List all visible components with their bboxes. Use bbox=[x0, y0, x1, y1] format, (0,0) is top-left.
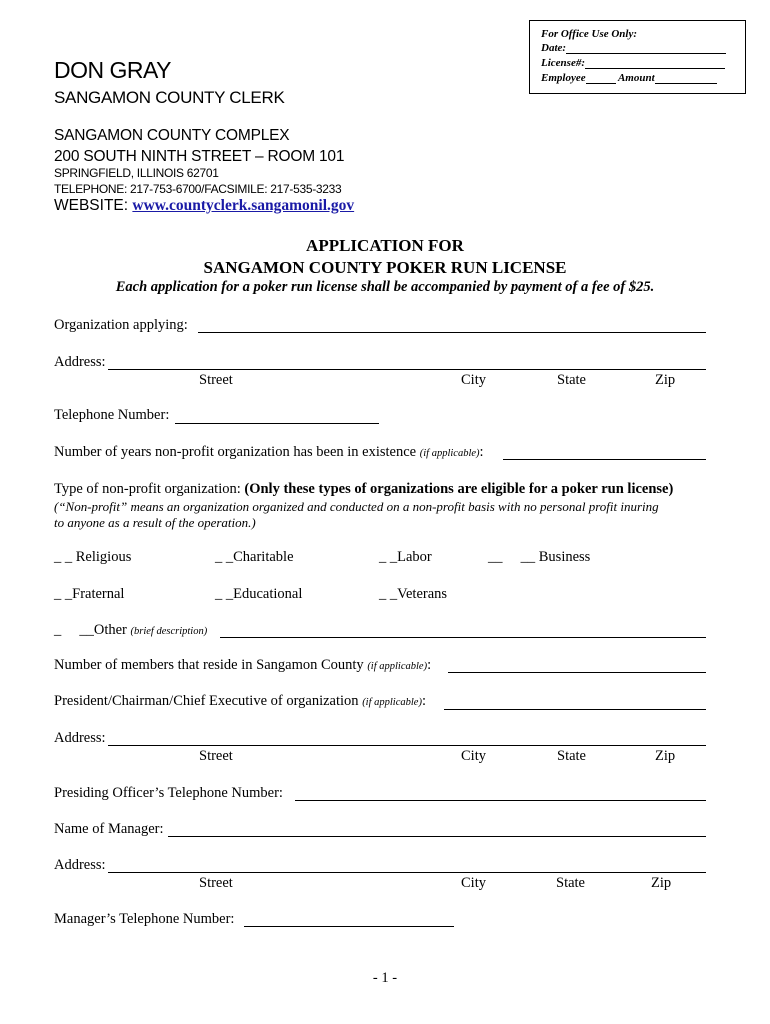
org-address-input[interactable] bbox=[108, 369, 706, 370]
educational-label: _Educational bbox=[225, 586, 303, 602]
president-street-caption: Street bbox=[199, 748, 233, 764]
other-checkbox[interactable]: _ __Other (brief description) bbox=[54, 622, 208, 638]
org-input[interactable] bbox=[198, 332, 706, 333]
office-use-title: For Office Use Only: bbox=[541, 28, 638, 40]
street-address: 200 SOUTH NINTH STREET – ROOM 101 bbox=[54, 148, 345, 165]
office-date-row bbox=[541, 42, 726, 54]
office-amount-label: Amount bbox=[617, 72, 655, 84]
org-phone-input[interactable] bbox=[175, 423, 379, 424]
manager-zip-caption: Zip bbox=[651, 875, 672, 891]
manager-address-label: Address: bbox=[54, 857, 106, 873]
office-date-label: Date: bbox=[541, 42, 567, 54]
office-employee-row bbox=[541, 72, 717, 84]
years-label: Number of years non-profit organization has been in existence bbox=[54, 444, 417, 460]
org-label: Organization applying: bbox=[54, 317, 188, 333]
office-amount-field[interactable] bbox=[655, 74, 717, 84]
president-city-caption: City bbox=[461, 748, 486, 764]
manager-label: Name of Manager: bbox=[54, 821, 164, 837]
org-address-label: Address: bbox=[54, 354, 106, 370]
office-employee-field[interactable] bbox=[586, 74, 616, 84]
religious-checkbox[interactable]: _ _ Religious bbox=[54, 549, 132, 565]
org-city-caption: City bbox=[461, 372, 486, 388]
veterans-label: _Veterans bbox=[389, 586, 448, 602]
members-row: Number of members that reside in Sangamon County (if applicable): bbox=[54, 657, 432, 673]
city-state-zip: SPRINGFIELD, ILLINOIS 62701 bbox=[54, 166, 219, 180]
manager-address-input[interactable] bbox=[108, 872, 706, 873]
manager-input[interactable] bbox=[168, 836, 706, 837]
religious-label: _ Religious bbox=[64, 549, 132, 565]
president-label: President/Chairman/Chief Executive of organization bbox=[54, 693, 359, 709]
president-row: President/Chairman/Chief Executive of organization (if applicable): bbox=[54, 693, 426, 709]
org-street-caption: Street bbox=[199, 372, 233, 388]
fee-note: Each application for a poker run license shall be accompanied by payment of a fee of $25. bbox=[115, 279, 655, 295]
veterans-checkbox[interactable]: _ _Veterans bbox=[379, 586, 448, 602]
president-hint: (if applicable) bbox=[362, 697, 422, 708]
educational-checkbox[interactable]: _ _Educational bbox=[215, 586, 303, 602]
manager-state-caption: State bbox=[556, 875, 585, 891]
type-row bbox=[54, 481, 673, 498]
form-title-line2: SANGAMON COUNTY POKER RUN LICENSE bbox=[203, 258, 567, 277]
charitable-label: _Charitable bbox=[225, 549, 294, 565]
type-eligibility: (Only these types of organizations are eligible for a poker run license) bbox=[244, 481, 674, 497]
manager-city-caption: City bbox=[461, 875, 486, 891]
other-label: Other bbox=[93, 622, 127, 638]
website-link[interactable]: www.countyclerk.sangamonil.gov bbox=[132, 197, 355, 214]
clerk-name: DON GRAY bbox=[54, 57, 171, 83]
president-zip-caption: Zip bbox=[655, 748, 676, 764]
president-address-input[interactable] bbox=[108, 745, 706, 746]
nonprofit-def-line2: to anyone as a result of the operation.) bbox=[54, 515, 256, 530]
years-hint: (if applicable) bbox=[419, 448, 480, 459]
manager-phone-label: Manager’s Telephone Number: bbox=[54, 911, 235, 927]
office-license-field[interactable] bbox=[585, 59, 725, 69]
nonprofit-def-line1: (“Non-profit” means an organization organized and conducted on a non-profit basis with no personal profit inuring bbox=[54, 499, 659, 514]
members-label: Number of members that reside in Sangamon County bbox=[54, 657, 364, 673]
charitable-checkbox[interactable]: _ _Charitable bbox=[215, 549, 294, 565]
office-employee-label: Employee bbox=[541, 72, 586, 84]
clerk-office: SANGAMON COUNTY CLERK bbox=[54, 88, 285, 107]
labor-label: _Labor bbox=[389, 549, 432, 565]
fraternal-label: _Fraternal bbox=[64, 586, 125, 602]
org-phone-label: Telephone Number: bbox=[54, 407, 170, 423]
office-license-label: License#: bbox=[541, 57, 585, 69]
org-state-caption: State bbox=[557, 372, 586, 388]
other-hint: (brief description) bbox=[130, 626, 208, 637]
office-use-box bbox=[529, 20, 746, 94]
manager-phone-input[interactable] bbox=[244, 926, 454, 927]
page-number: - 1 - bbox=[372, 970, 398, 986]
presiding-phone-label: Presiding Officer’s Telephone Number: bbox=[54, 785, 283, 801]
website-label: WEBSITE: bbox=[54, 197, 129, 214]
telephone-fax: TELEPHONE: 217-753-6700/FACSIMILE: 217-535-3233 bbox=[54, 182, 342, 196]
type-label: Type of non-profit organization: bbox=[54, 481, 241, 497]
president-input[interactable] bbox=[444, 709, 706, 710]
members-hint: (if applicable) bbox=[367, 661, 428, 672]
manager-street-caption: Street bbox=[199, 875, 233, 891]
website-line bbox=[54, 197, 354, 215]
business-checkbox[interactable]: __ __ Business bbox=[488, 549, 591, 565]
fraternal-checkbox[interactable]: _ _Fraternal bbox=[54, 586, 125, 602]
labor-checkbox[interactable]: _ _Labor bbox=[379, 549, 432, 565]
org-zip-caption: Zip bbox=[655, 372, 676, 388]
office-date-field[interactable] bbox=[566, 44, 726, 54]
form-title-line1: APPLICATION FOR bbox=[306, 236, 464, 255]
president-address-label: Address: bbox=[54, 730, 106, 746]
president-state-caption: State bbox=[557, 748, 586, 764]
years-input[interactable] bbox=[503, 459, 706, 460]
members-input[interactable] bbox=[448, 672, 706, 673]
presiding-phone-input[interactable] bbox=[295, 800, 706, 801]
county-complex: SANGAMON COUNTY COMPLEX bbox=[54, 127, 290, 144]
other-description-input[interactable] bbox=[220, 637, 706, 638]
business-label: Business bbox=[538, 549, 591, 565]
office-license-row bbox=[541, 57, 725, 69]
years-row: Number of years non-profit organization has been in existence (if applicable): bbox=[54, 444, 484, 460]
